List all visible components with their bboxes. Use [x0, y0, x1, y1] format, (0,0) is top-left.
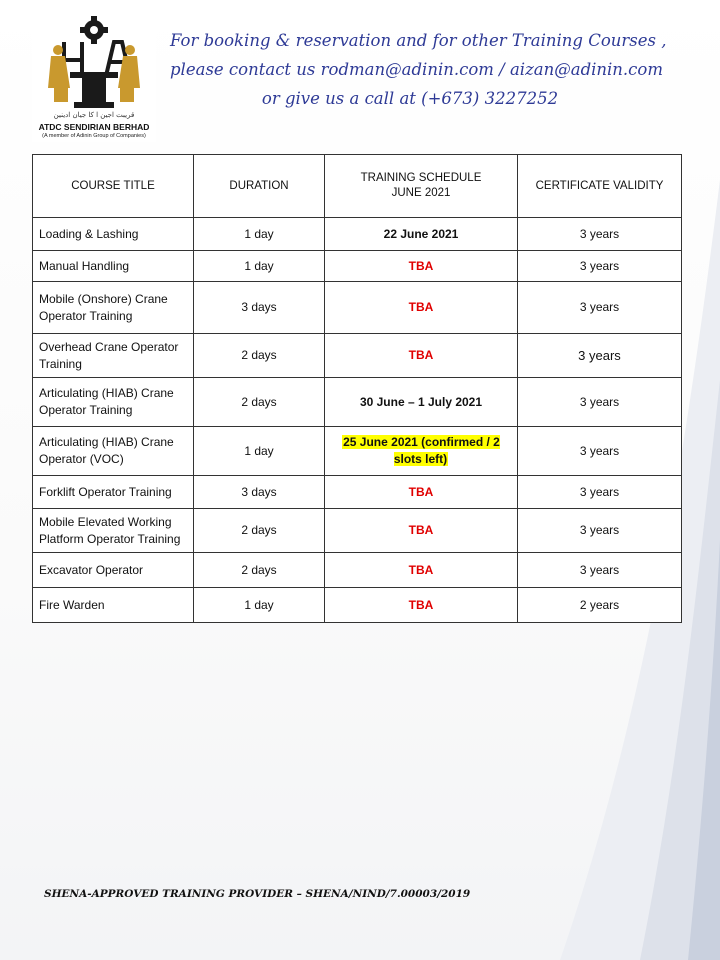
validity-cell: 3 years: [518, 378, 682, 427]
table-row: [33, 509, 682, 553]
schedule-cell: 22 June 2021: [325, 218, 518, 251]
contact-info: [170, 26, 667, 113]
table-row: [33, 553, 682, 588]
schedule-cell: TBA: [325, 282, 518, 334]
course-title-cell: Fire Warden: [33, 588, 194, 623]
table-row: [33, 588, 682, 623]
table-row: [33, 334, 682, 378]
highlighted-schedule: 25 June 2021 (confirmed / 2 slots left): [343, 435, 500, 466]
course-title-cell: Articulating (HIAB) Crane Operator Training: [33, 378, 194, 427]
course-title-cell: Manual Handling: [33, 251, 194, 282]
schedule-cell: TBA: [325, 476, 518, 509]
logo-arabic-text: قريبت اجين ا کا جیان ادینین: [53, 111, 135, 119]
validity-cell: 3 years: [518, 334, 682, 378]
table-row: [33, 427, 682, 476]
course-title-cell: Mobile Elevated Working Platform Operator Training: [33, 509, 194, 553]
duration-cell: 2 days: [194, 334, 325, 378]
contact-line-2: please contact us rodman@adinin.com / aizan@adinin.com: [170, 60, 664, 79]
duration-cell: 1 day: [194, 588, 325, 623]
header-certificate-validity: CERTIFICATE VALIDITY: [518, 155, 682, 218]
logo-emblem-icon: [46, 16, 142, 112]
duration-cell: 1 day: [194, 427, 325, 476]
validity-cell: 3 years: [518, 427, 682, 476]
schedule-cell: TBA: [325, 251, 518, 282]
training-schedule-table: [32, 154, 682, 623]
table-row: [33, 378, 682, 427]
validity-cell: 3 years: [518, 476, 682, 509]
header-course-title: COURSE TITLE: [33, 155, 194, 218]
duration-cell: 2 days: [194, 509, 325, 553]
duration-cell: 2 days: [194, 378, 325, 427]
course-title-cell: Forklift Operator Training: [33, 476, 194, 509]
validity-cell: 3 years: [518, 282, 682, 334]
schedule-cell: TBA: [325, 509, 518, 553]
validity-cell: 2 years: [518, 588, 682, 623]
duration-cell: 1 day: [194, 251, 325, 282]
header-duration: DURATION: [194, 155, 325, 218]
course-title-cell: Mobile (Onshore) Crane Operator Training: [33, 282, 194, 334]
validity-cell: 3 years: [518, 509, 682, 553]
course-title-cell: Loading & Lashing: [33, 218, 194, 251]
course-title-cell: Excavator Operator: [33, 553, 194, 588]
logo-member-text: (A member of Adinin Group of Companies): [42, 133, 146, 139]
header-training-schedule: [325, 155, 518, 218]
validity-cell: 3 years: [518, 553, 682, 588]
table-header-row: [33, 155, 682, 218]
duration-cell: 3 days: [194, 282, 325, 334]
company-logo: [32, 16, 156, 142]
schedule-cell: 30 June – 1 July 2021: [325, 378, 518, 427]
duration-cell: 3 days: [194, 476, 325, 509]
validity-cell: 3 years: [518, 251, 682, 282]
table-row: [33, 218, 682, 251]
header-schedule-line-1: TRAINING SCHEDULE: [360, 172, 482, 184]
course-title-cell: Overhead Crane Operator Training: [33, 334, 194, 378]
contact-line-3: or give us a call at (+673) 3227252: [261, 89, 559, 108]
duration-cell: 1 day: [194, 218, 325, 251]
course-title-cell: Articulating (HIAB) Crane Operator (VOC): [33, 427, 194, 476]
table-row: [33, 251, 682, 282]
header-schedule-line-2: JUNE 2021: [391, 187, 451, 199]
footer-accreditation: SHENA-APPROVED TRAINING PROVIDER – SHENA/NIND/7.00003/2019: [44, 888, 471, 900]
validity-cell: 3 years: [518, 218, 682, 251]
table-row: [33, 282, 682, 334]
contact-line-1: For booking & reservation and for other Training Courses ,: [170, 31, 667, 50]
schedule-cell: [325, 427, 518, 476]
schedule-cell: TBA: [325, 588, 518, 623]
duration-cell: 2 days: [194, 553, 325, 588]
schedule-cell: TBA: [325, 553, 518, 588]
logo-company-name: ATDC SENDIRIAN BERHAD: [38, 122, 150, 132]
schedule-cell: TBA: [325, 334, 518, 378]
table-row: [33, 476, 682, 509]
